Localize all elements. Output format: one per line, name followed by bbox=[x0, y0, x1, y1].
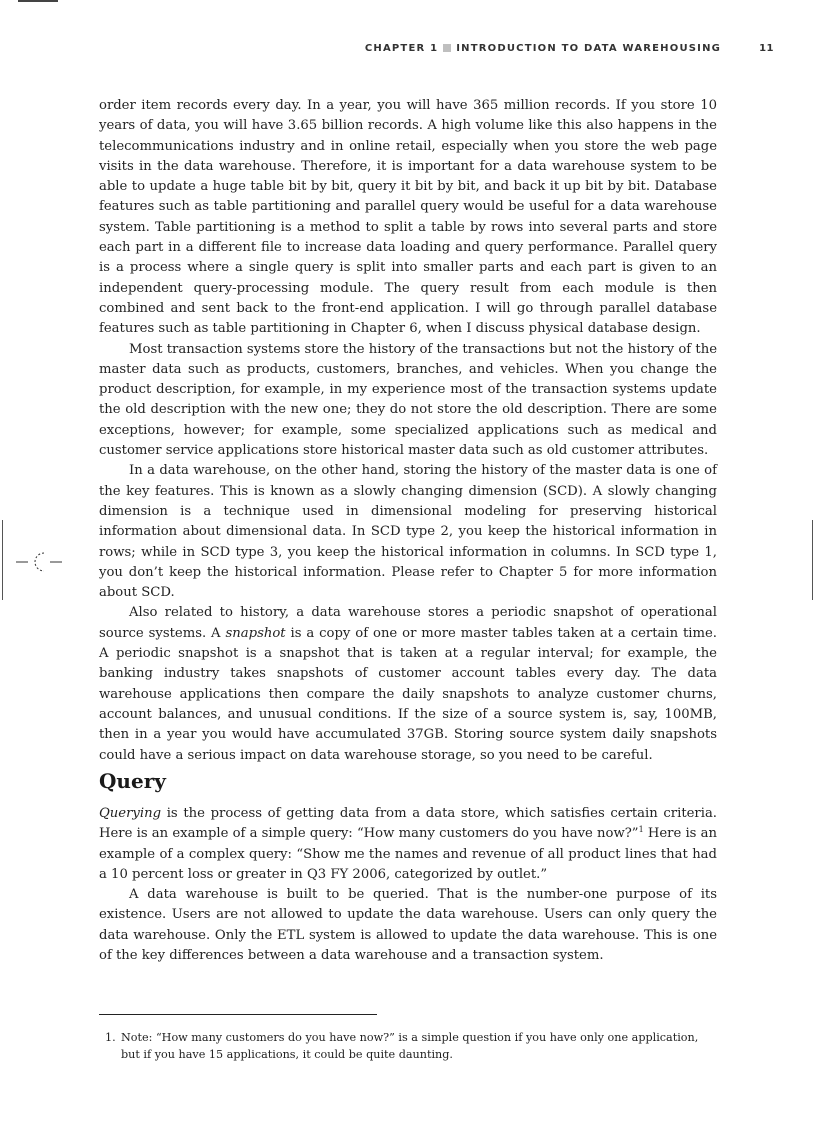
footnote-divider bbox=[99, 1014, 377, 1015]
paragraph-text: is a copy of one or more master tables taken at a certain time. A periodic snapshot is a snapshot that is taken at a regular interval; for example, the banking industry takes snapshots of customer account tables every day. The data warehouse applications then compare the daily snapshots to analyze customer churns, account balances, and unusual conditions. If the size of a source system is, say, 100MB, then in a year you would have accumulated 37GB. Storing source system daily snapshots could have a serious impact on data warehouse storage, so you need to be careful. bbox=[99, 625, 717, 763]
query-paragraph bbox=[99, 804, 717, 885]
crop-mark-top bbox=[18, 0, 58, 2]
footnote-number: 1. bbox=[105, 1031, 116, 1044]
chapter-title: INTRODUCTION TO DATA WAREHOUSING bbox=[456, 43, 722, 54]
running-header bbox=[99, 43, 774, 59]
paragraph: Most transaction systems store the history of the transactions but not the history of the master data such as products, customers, branches, and vehicles. When you change the product description, for example, in my experience most of the transaction systems update the old description with the new one; they do not store the old description. There are some exceptions, however; for example, some specialized applications such as medical and customer service applications store historical master data such as old customer attributes. bbox=[99, 341, 717, 459]
crop-mark-right bbox=[812, 520, 813, 600]
paragraph-text: Here is an example of a complex query: “Show me the names and revenue of all product lines that had a 10 percent loss or greater in Q3 FY 2006, categorized by outlet.” bbox=[99, 826, 717, 882]
section-heading-query: Query bbox=[99, 769, 166, 793]
footnote-text: Note: “How many customers do you have now?” is a simple question if you have only one application, but if you have 15 applications, it could be quite daunting. bbox=[121, 1031, 699, 1061]
query-section-text bbox=[99, 804, 717, 966]
registration-mark-icon bbox=[16, 548, 62, 576]
paragraph-text: is the process of getting data from a data store, which satisfies certain criteria. Here is an example of a simple query: “How many customers do you have now?” bbox=[99, 806, 717, 842]
paragraph: In a data warehouse, on the other hand, storing the history of the master data is one of the key features. This is known as a slowly changing dimension (SCD). A slowly changing dimension is a technique used in dimensional modeling for preserving historical information about dimensional data. In SCD type 2, you keep the historical information in rows; while in SCD type 3, you keep the historical information in columns. In SCD type 1, you don’t keep the historical information. Please refer to Chapter 5 for more information about SCD. bbox=[99, 463, 717, 601]
term-querying: Querying bbox=[99, 806, 162, 821]
header-separator bbox=[443, 44, 451, 52]
term-snapshot: snapshot bbox=[225, 625, 286, 641]
footnote-ref[interactable]: 1 bbox=[638, 825, 644, 835]
footnote bbox=[99, 1029, 717, 1063]
paragraph: A data warehouse is built to be queried. That is the number-one purpose of its existence. Users are not allowed to update the data warehouse. Users can only query the data warehouse. Only the ETL system is allowed to update the data warehouse. This is one of the key differences between a data warehouse and a transaction system. bbox=[99, 887, 717, 964]
page-number: 11 bbox=[759, 43, 774, 54]
paragraph-text: Also related to history, a data warehouse stores a periodic snapshot of operational source systems. A bbox=[99, 605, 717, 641]
snapshot-paragraph bbox=[99, 603, 717, 765]
main-text bbox=[99, 96, 717, 766]
paragraph: order item records every day. In a year, you will have 365 million records. If you store 10 years of data, you will have 3.65 billion records. A high volume like this also happens in the telecommunications industry and in online retail, especially when you store the web page visits in the data warehouse. Therefore, it is important for a data warehouse system to be able to update a huge table bit by bit, query it bit by bit, and back it up bit by bit. Database features such as table partitioning and parallel query would be useful for a data warehouse system. Table partitioning is a method to split a table by rows into several parts and store each part in a different file to increase data loading and query performance. Parallel query is a process where a single query is split into smaller parts and each part is given to an independent query-processing module. The query result from each module is then combined and sent back to the front-end application. I will go through parallel database features such as table partitioning in Chapter 6, when I discuss physical database design. bbox=[99, 98, 717, 337]
crop-mark-left bbox=[2, 520, 3, 600]
chapter-label: CHAPTER 1 bbox=[364, 43, 439, 54]
